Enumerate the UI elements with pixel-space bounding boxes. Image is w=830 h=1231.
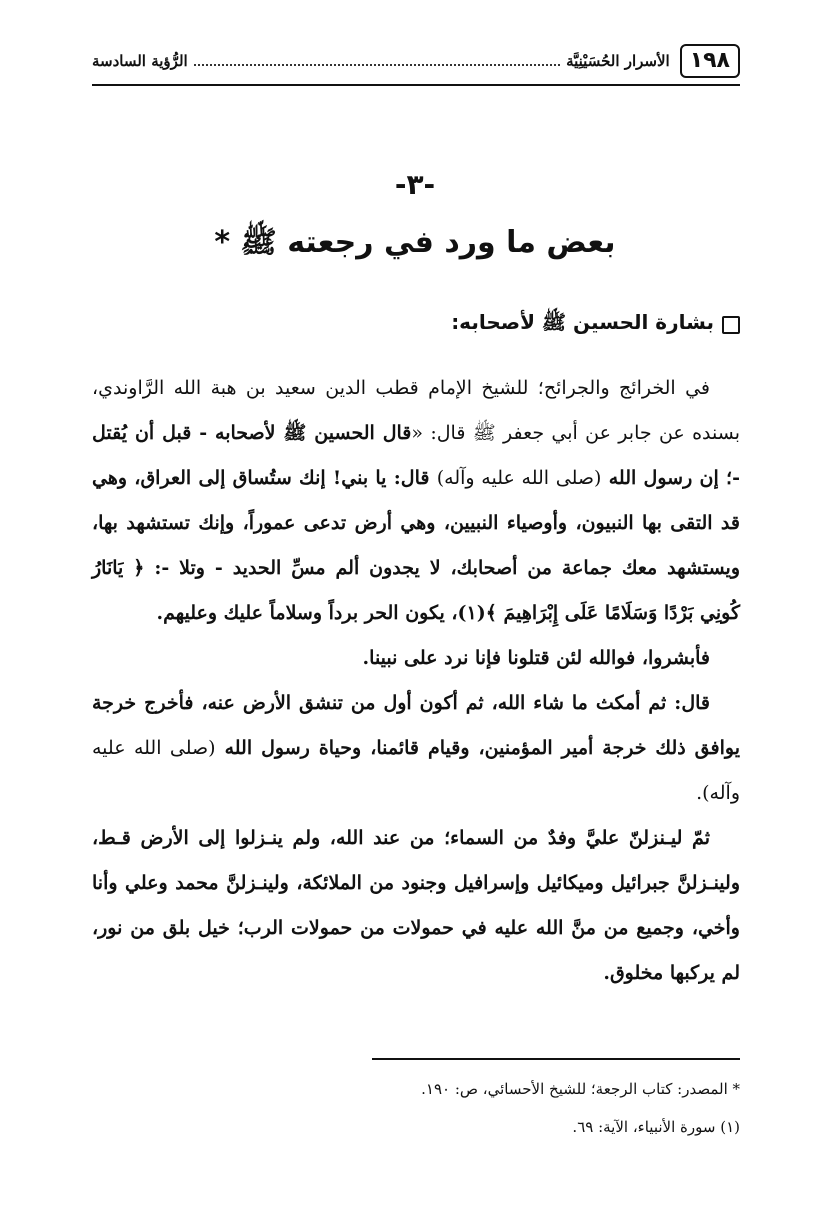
quote-text: قال: يا بني! إنك ستُساق إلى العراق، وهي قد التقى بها النبيون، وأوصياء النبيين، وهي أرض تدعى عموراً، وإنك تستشهد بها، ويستشهد معك جماعة من أصحابك، لا يجدون ألم مسِّ الحديد - وتلا -: ﴿ يَانَارُ كُونِي بَرْدًا وَسَلَامًا عَلَى إِبْرَاهِيمَ ﴾(١)، يكون الحر برداً وسلاماً عليك وعليهم. — [92, 467, 740, 624]
section-number: -٣- — [394, 168, 436, 201]
paragraph: فأبشروا، فوالله لئن قتلونا فإنا نرد على نبينا. — [362, 647, 710, 669]
book-title: الأسرار الحُسَيْنِيَّة — [566, 52, 670, 70]
footnote: (١) سورة الأنبياء، الآية: ٦٩. — [572, 1118, 740, 1136]
subheading-text: بشارة الحسين ﷺ لأصحابه: — [451, 310, 714, 334]
footnote: * المصدر: كتاب الرجعة؛ للشيخ الأحسائي، ص: ١٩٠. — [421, 1080, 740, 1098]
paragraph: ثمّ ليـنزلنّ عليَّ وفدٌ من السماء؛ من عند الله، ولم ينـزلوا إلى الأرض قـط، ولينـزلنَّ جبرائيل وميكائيل وإسرافيل وجنود من الملائكة، ولينـزلنَّ محمد وعلي وأنا وأخي، وجميع من منَّ الله عليه في حمولات من حمولات الرب؛ خيل بلق من نور، لم يركبها مخلوق. — [92, 827, 740, 984]
running-header — [92, 36, 740, 86]
salawat: (صلى الله عليه وآله) — [436, 467, 602, 489]
subheading — [92, 310, 740, 339]
section-title: بعض ما ورد في رجعته ﷺ * — [214, 225, 616, 260]
page-number: ١٩٨ — [680, 44, 740, 78]
footnote-rule — [372, 1058, 740, 1060]
paragraph-intro: في الخرائج والجرائح؛ للشيخ الإمام قطب الدين سعيد بن هبة الله الرَّاوندي، بسنده عن جابر عن أبي جعفر ﷺ قال: « — [92, 377, 740, 444]
quote-text: قال: ثم أمكث ما شاء الله، ثم أكون أول من تنشق الأرض عنه، فأخرج خرجة يوافق ذلك خرجة أمير المؤمنين، وقيام قائمنا، وحياة رسول الله — [92, 692, 740, 759]
paragraph — [92, 681, 740, 816]
header-dots-divider — [194, 64, 560, 66]
quote-text: قال الحسين ﷺ لأصحابه - قبل أن يُقتل -؛ إن رسول الله — [92, 422, 740, 489]
footnotes — [92, 1070, 740, 1146]
square-bullet-icon — [722, 316, 740, 334]
body-text — [92, 366, 740, 996]
header-rule — [92, 84, 740, 86]
chapter-title: الرُّؤية السادسة — [92, 52, 188, 70]
paragraph — [92, 366, 740, 636]
salawat: (صلى الله عليه وآله). — [92, 737, 740, 804]
